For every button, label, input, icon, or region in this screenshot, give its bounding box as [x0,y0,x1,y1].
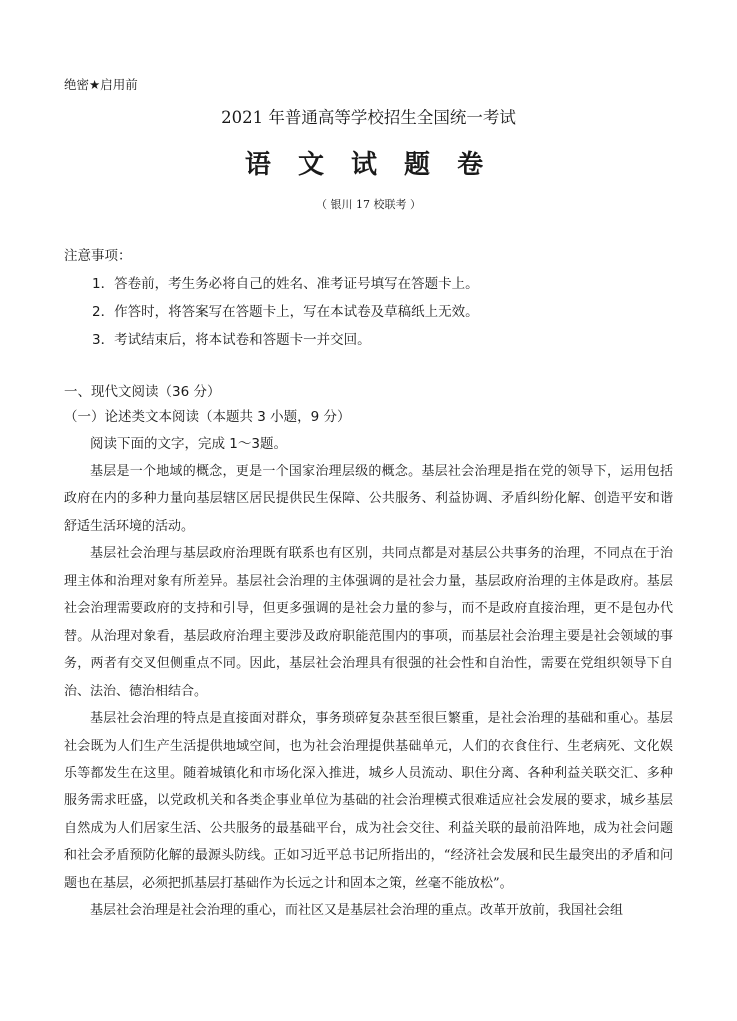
notes-heading: 注意事项： [64,248,132,264]
passage [64,458,673,925]
note-item: 1．答卷前，考生务必将自己的姓名、准考证号填写在答题卡上。 [92,276,479,292]
section-subtitle: （一）论述类文本阅读（本题共 3 小题，9 分） [64,409,351,425]
note-item: 2．作答时，将答案写在答题卡上，写在本试卷及草稿纸上无效。 [92,304,479,320]
section-title: 一、现代文阅读（36 分） [64,384,221,400]
confidential-mark: 绝密★启用前 [64,77,138,92]
passage-paragraph: 基层社会治理与基层政府治理既有联系也有区别，共同点都是对基层公共事务的治理，不同点在于治理主体和治理对象有所差异。基层社会治理的主体强调的是社会力量，基层政府治理的主体是政府。基层社会治理需要政府的支持和引导，但更多强调的是社会力量的参与，而不是政府直接治理，更不是包办代替。从治理对象看，基层政府治理主要涉及政府职能范围内的事项，而基层社会治理主要是社会领域的事务，两者有交叉但侧重点不同。因此，基层社会治理具有很强的社会性和自治性，需要在党组织领导下自治、法治、德治相结合。 [64,546,673,699]
note-item: 3．考试结束后，将本试卷和答题卡一并交回。 [92,332,371,348]
subject-title: 语 文 试 题 卷 [244,150,493,180]
passage-paragraph: 基层社会治理的特点是直接面对群众，事务琐碎复杂甚至很巨繁重，是社会治理的基础和重心。基层社会既为人们生产生活提供地域空间，也为社会治理提供基础单元，人们的衣食住行、生老病死、文化娱乐等都发生在这里。随着城镇化和市场化深入推进，城乡人员流动、职住分离、各种利益关联交汇、多种服务需求旺盛，以党政机关和各类企事业单位为基础的社会治理模式很难适应社会发展的要求，城乡基层自然成为人们居家生活、公共服务的最基础平台，成为社会交往、利益关联的最前沿阵地，成为社会问题和社会矛盾预防化解的最源头防线。正如习近平总书记所指出的，“经济社会发展和民生最突出的矛盾和问题也在基层，必须把抓基层打基础作为长远之计和固本之策，丝毫不能放松”。 [64,711,673,891]
passage-paragraph: 基层社会治理是社会治理的重心，而社区又是基层社会治理的重点。改革开放前，我国社会组 [90,903,624,919]
reading-instruction: 阅读下面的文字，完成 1～3题。 [90,436,287,452]
region-note: （ 银川 17 校联考 ） [316,198,421,211]
exam-title: 2021 年普通高等学校招生全国统一考试 [221,108,516,127]
passage-paragraph: 基层是一个地域的概念，更是一个国家治理层级的概念。基层社会治理是指在党的领导下，运用包括政府在内的多种力量向基层辖区居民提供民生保障、公共服务、利益协调、矛盾纠纷化解、创造平安和谐舒适生活环境的活动。 [64,464,673,534]
